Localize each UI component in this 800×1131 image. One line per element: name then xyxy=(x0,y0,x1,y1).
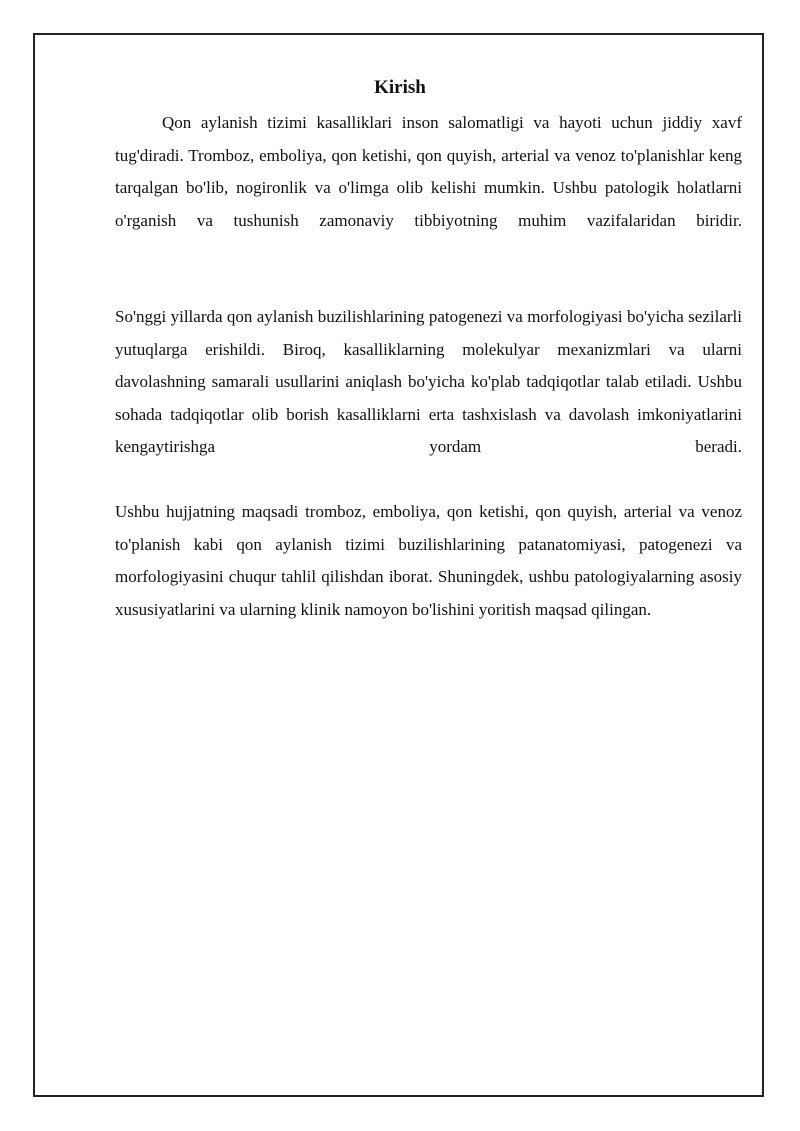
document-title: Kirish xyxy=(374,77,426,98)
paragraph-1: Qon aylanish tizimi kasalliklari inson salomatligi va hayoti uchun jiddiy xavf tug'diradi. Tromboz, emboliya, qon ketishi, qon quyish, arterial va venoz to'planishlar keng tarqalgan bo'lib, nogironlik va o'limga olib kelishi mumkin. Ushbu patologik holatlarni o'rganish va tushunish zamonaviy tibbiyotning muhim vazifalaridan biridir. xyxy=(115,113,742,230)
paragraph-2: So'nggi yillarda qon aylanish buzilishlarining patogenezi va morfologiyasi bo'yicha sezilarli yutuqlarga erishildi. Biroq, kasalliklarning molekulyar mexanizmlari va ularni davolashning samarali usullarini aniqlash bo'yicha ko'plab tadqiqotlar talab etiladi. Ushbu sohada tadqiqotlar olib borish kasalliklarni erta tashxislash va davolash imkoniyatlarini kengaytirishga yordam beradi. xyxy=(115,307,742,456)
paragraph-3: Ushbu hujjatning maqsadi tromboz, emboliya, qon ketishi, qon quyish, arterial va venoz to'planish kabi qon aylanish tizimi buzilishlarining patanatomiyasi, patogenezi va morfologiyasini chuqur tahlil qilishdan iborat. Shuningdek, ushbu patologiyalarning asosiy xususiyatlarini va ularning klinik namoyon bo'lishini yoritish maqsad qilingan. xyxy=(115,502,742,619)
